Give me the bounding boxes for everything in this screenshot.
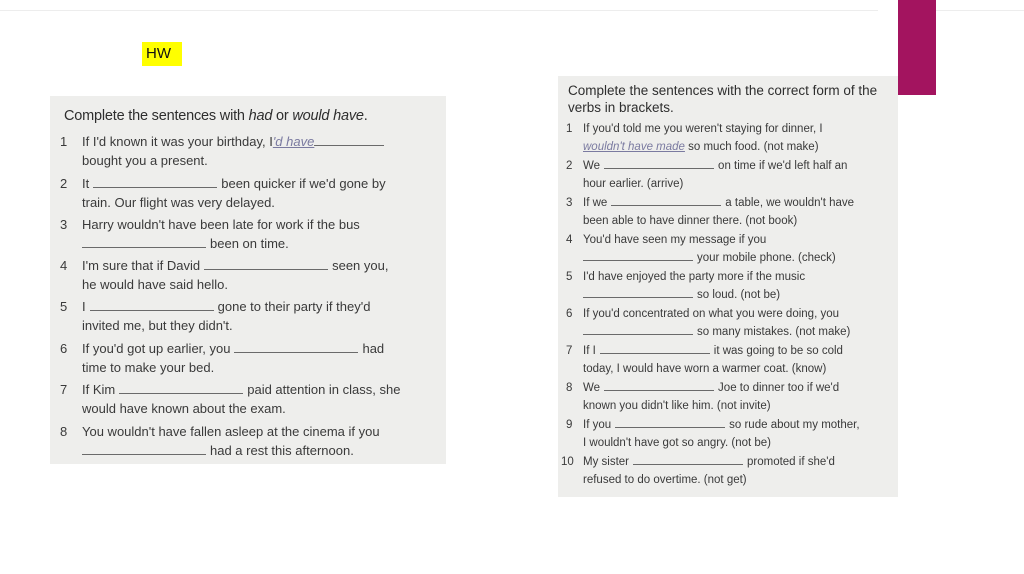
- answer-blank: [583, 333, 693, 335]
- item-line: My sister promoted if she'd: [583, 456, 835, 468]
- answer-blank: [633, 463, 743, 465]
- answer-text: wouldn't have made: [583, 141, 685, 153]
- answer-blank: [82, 246, 206, 248]
- answer-blank: [90, 309, 214, 311]
- answer-blank: [234, 351, 358, 353]
- item-line: If I it was going to be so cold: [583, 345, 843, 357]
- answer-blank: [615, 426, 725, 428]
- item-line: refused to do overtime. (not get): [583, 474, 747, 486]
- item-line: If you'd concentrated on what you were doing, you: [583, 308, 839, 320]
- left-heading: Complete the sentences with had or would have.: [64, 108, 368, 124]
- item-number: 3: [566, 197, 573, 209]
- answer-blank: [604, 389, 714, 391]
- item-line: I gone to their party if they'd: [82, 299, 371, 314]
- item-line: If you'd got up earlier, you had: [82, 341, 385, 356]
- item-number: 4: [566, 234, 573, 246]
- item-line: wouldn't have made so much food. (not make): [583, 141, 819, 153]
- item-line: If you so rude about my mother,: [583, 419, 860, 431]
- answer-text: 'd have: [272, 134, 315, 149]
- right-heading: Complete the sentences with the correct form of the verbs in brackets.: [568, 83, 878, 115]
- item-line: We Joe to dinner too if we'd: [583, 382, 840, 394]
- item-line: If we a table, we wouldn't have: [583, 197, 855, 209]
- item-line: so many mistakes. (not make): [583, 326, 850, 338]
- item-number: 1: [566, 123, 573, 135]
- exercise-verbs-in-brackets: [558, 76, 898, 497]
- item-number: 5: [60, 299, 68, 314]
- item-number: 8: [566, 382, 573, 394]
- item-line: You wouldn't have fallen asleep at the cinema if you: [82, 424, 380, 439]
- answer-blank: [204, 268, 328, 270]
- item-line: train. Our flight was very delayed.: [82, 195, 275, 210]
- exercise-had-would-have: [50, 96, 446, 464]
- item-line: had a rest this afternoon.: [82, 443, 354, 458]
- item-number: 3: [60, 217, 68, 232]
- item-number: 1: [60, 134, 68, 149]
- item-number: 8: [60, 424, 68, 439]
- top-divider-line: [0, 10, 1024, 11]
- item-line: If Kim paid attention in class, she: [82, 382, 401, 397]
- item-number: 2: [566, 160, 573, 172]
- item-line: If you'd told me you weren't staying for dinner, I: [583, 123, 823, 135]
- item-line: If I'd known it was your birthday, I'd have: [82, 134, 388, 149]
- item-number: 7: [60, 382, 68, 397]
- item-number: 9: [566, 419, 573, 431]
- answer-blank: [93, 186, 217, 188]
- item-number: 5: [566, 271, 573, 283]
- answer-blank: [583, 259, 693, 261]
- item-line: invited me, but they didn't.: [82, 318, 233, 333]
- item-number: 6: [60, 341, 68, 356]
- item-line: hour earlier. (arrive): [583, 178, 684, 190]
- item-number: 7: [566, 345, 573, 357]
- item-number: 10: [561, 456, 574, 468]
- item-line: so loud. (not be): [583, 289, 780, 301]
- hw-label: HW: [142, 42, 182, 66]
- answer-blank: [604, 167, 714, 169]
- item-line: I'm sure that if David seen you,: [82, 258, 389, 273]
- answer-blank: [611, 204, 721, 206]
- item-line: I wouldn't have got so angry. (not be): [583, 437, 772, 449]
- item-number: 4: [60, 258, 68, 273]
- answer-blank: [119, 392, 243, 394]
- answer-blank: [600, 352, 710, 354]
- item-line: We on time if we'd left half an: [583, 160, 848, 172]
- item-line: bought you a present.: [82, 153, 208, 168]
- item-line: time to make your bed.: [82, 360, 215, 375]
- item-line: been able to have dinner there. (not book): [583, 215, 798, 227]
- item-line: I'd have enjoyed the party more if the music: [583, 271, 806, 283]
- item-line: your mobile phone. (check): [583, 252, 836, 264]
- item-line: would have known about the exam.: [82, 401, 286, 416]
- item-line: You'd have seen my message if you: [583, 234, 767, 246]
- item-line: today, I would have worn a warmer coat. (know): [583, 363, 827, 375]
- item-line: known you didn't like him. (not invite): [583, 400, 771, 412]
- answer-blank: [82, 453, 206, 455]
- item-number: 2: [60, 176, 68, 191]
- item-line: It been quicker if we'd gone by: [82, 176, 386, 191]
- answer-blank: [583, 296, 693, 298]
- item-line: been on time.: [82, 236, 289, 251]
- item-line: Harry wouldn't have been late for work if the bus: [82, 217, 360, 232]
- item-number: 6: [566, 308, 573, 320]
- item-line: he would have said hello.: [82, 277, 228, 292]
